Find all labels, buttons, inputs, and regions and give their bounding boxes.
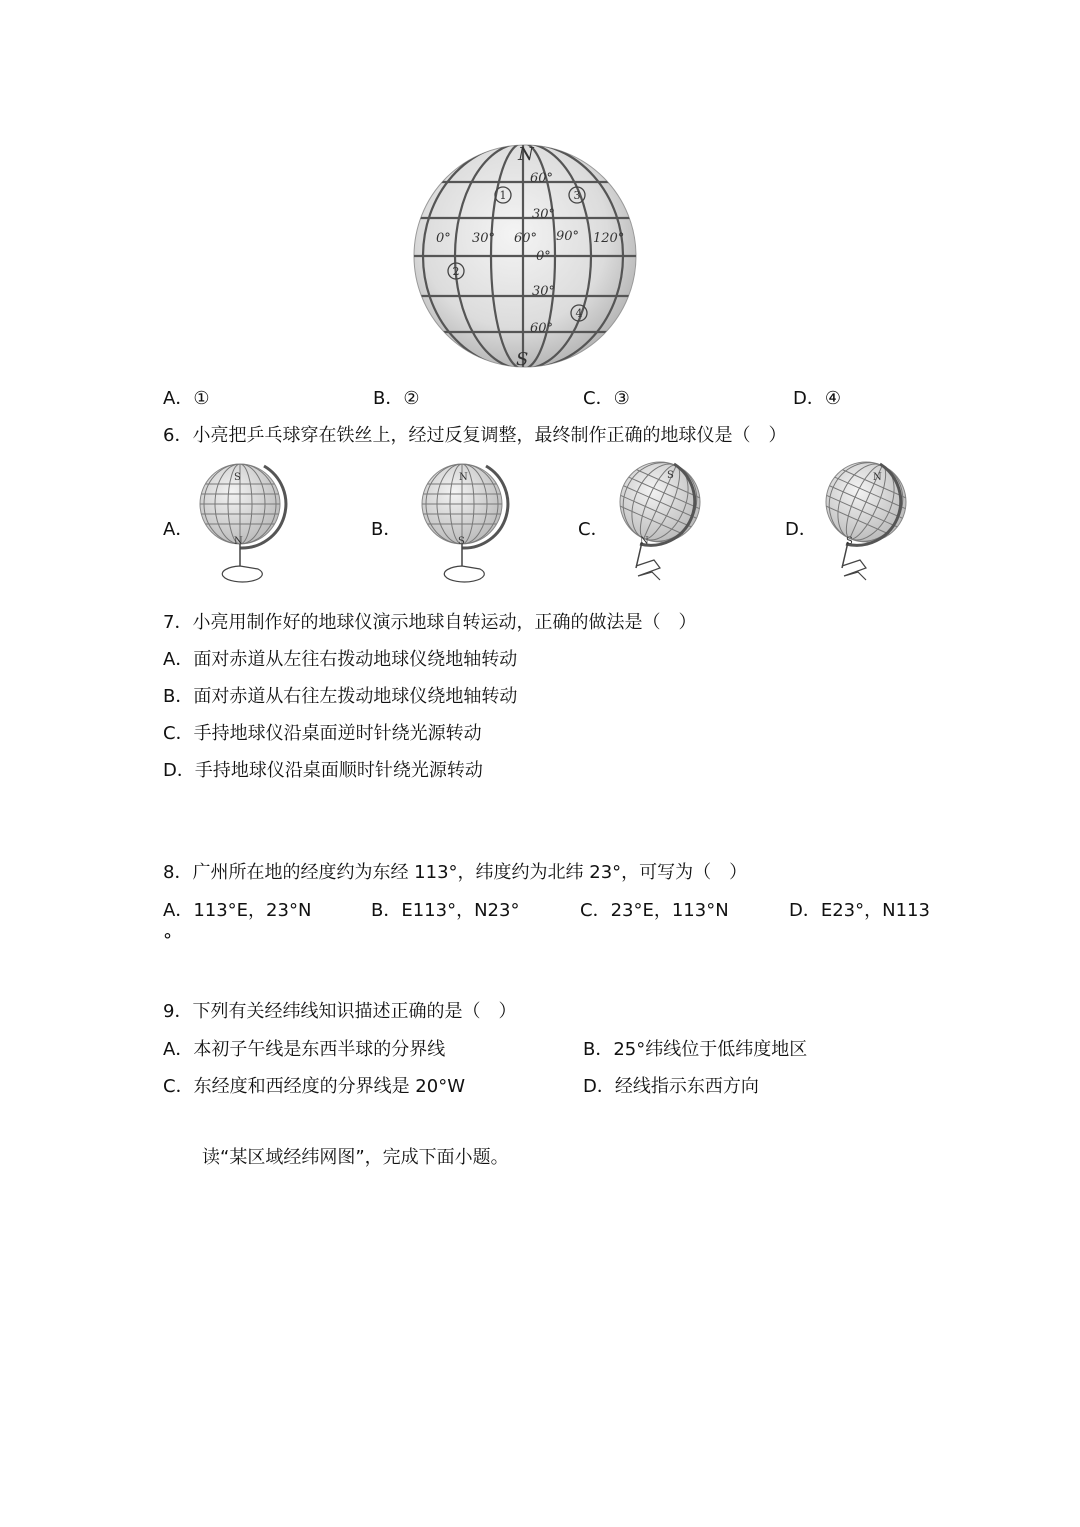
marker-4: 4 bbox=[575, 307, 583, 320]
q9-option-c[interactable]: C．东经度和西经度的分界线是 20°W bbox=[163, 1076, 465, 1097]
q8-option-c[interactable]: C．23°E，113°N bbox=[580, 900, 729, 921]
q5-option-b[interactable]: B．② bbox=[373, 388, 420, 409]
globe-d-top-pole: N bbox=[873, 472, 882, 483]
globe-c-top-pole: S bbox=[667, 470, 674, 481]
marker-1: 1 bbox=[499, 189, 507, 202]
globe-option-b[interactable] bbox=[412, 462, 522, 594]
q6-option-c-letter[interactable]: C． bbox=[578, 519, 609, 540]
lat-60s-label: 60° bbox=[530, 321, 554, 336]
globe-b-bottom-pole: S bbox=[458, 536, 465, 547]
globe-b-top-pole: N bbox=[459, 472, 468, 483]
q6-option-a-letter[interactable]: A． bbox=[163, 519, 194, 540]
q7-option-d[interactable]: D．手持地球仪沿桌面顺时针绕光源转动 bbox=[163, 760, 483, 781]
north-label: N bbox=[518, 144, 534, 165]
q8-option-d-overflow: ° bbox=[163, 930, 172, 951]
q5-option-d[interactable]: D．④ bbox=[793, 388, 841, 409]
marker-2: 2 bbox=[452, 265, 460, 278]
q8-option-a[interactable]: A．113°E，23°N bbox=[163, 900, 312, 921]
globe-a-bottom-pole: N bbox=[234, 536, 243, 547]
graticule-globe-figure bbox=[410, 140, 640, 372]
globe-d-bottom-pole: S bbox=[846, 536, 853, 547]
globe-a-top-pole: S bbox=[234, 472, 241, 483]
lat-60n-label: 60° bbox=[530, 171, 554, 186]
lat-0-label: 0° bbox=[536, 249, 551, 264]
q8-stem: 8．广州所在地的经度约为东经 113°，纬度约为北纬 23°，可写为（ ） bbox=[163, 862, 748, 883]
reading-instruction: 读“某区域经纬网图”，完成下面小题。 bbox=[202, 1147, 509, 1168]
q9-stem: 9．下列有关经纬线知识描述正确的是（ ） bbox=[163, 1001, 517, 1022]
lon-90-label: 90° bbox=[556, 229, 580, 244]
q8-option-b[interactable]: B．E113°，N23° bbox=[371, 900, 520, 921]
lon-30-label: 30° bbox=[472, 231, 496, 246]
lon-60-label: 60° bbox=[514, 231, 538, 246]
q7-option-a[interactable]: A．面对赤道从左往右拨动地球仪绕地轴转动 bbox=[163, 649, 518, 670]
q9-option-d[interactable]: D．经线指示东西方向 bbox=[583, 1076, 759, 1097]
globe-c-bottom-pole: N bbox=[640, 536, 649, 547]
q5-option-c[interactable]: C．③ bbox=[583, 388, 630, 409]
q7-option-c[interactable]: C．手持地球仪沿桌面逆时针绕光源转动 bbox=[163, 723, 482, 744]
globe-option-c[interactable] bbox=[612, 460, 722, 594]
q6-option-d-letter[interactable]: D． bbox=[785, 519, 817, 540]
q5-option-a[interactable]: A．① bbox=[163, 388, 210, 409]
lat-30s-label: 30° bbox=[532, 284, 556, 299]
q6-stem: 6．小亮把乒乓球穿在铁丝上，经过反复调整，最终制作正确的地球仪是（ ） bbox=[163, 425, 787, 446]
q8-option-d[interactable]: D．E23°，N113 bbox=[789, 900, 930, 921]
globe-option-d[interactable] bbox=[818, 460, 928, 594]
q9-option-b[interactable]: B．25°纬线位于低纬度地区 bbox=[583, 1039, 808, 1060]
q9-option-a[interactable]: A．本初子午线是东西半球的分界线 bbox=[163, 1039, 446, 1060]
q7-option-b[interactable]: B．面对赤道从右往左拨动地球仪绕地轴转动 bbox=[163, 686, 518, 707]
lon-120-label: 120° bbox=[593, 231, 625, 246]
q7-stem: 7．小亮用制作好的地球仪演示地球自转运动，正确的做法是（ ） bbox=[163, 612, 697, 633]
globe-option-a[interactable] bbox=[190, 462, 300, 594]
marker-3: 3 bbox=[573, 189, 581, 202]
q6-option-b-letter[interactable]: B． bbox=[371, 519, 402, 540]
lon-0-label: 0° bbox=[436, 231, 451, 246]
south-label: S bbox=[516, 349, 529, 370]
lat-30n-label: 30° bbox=[532, 207, 556, 222]
